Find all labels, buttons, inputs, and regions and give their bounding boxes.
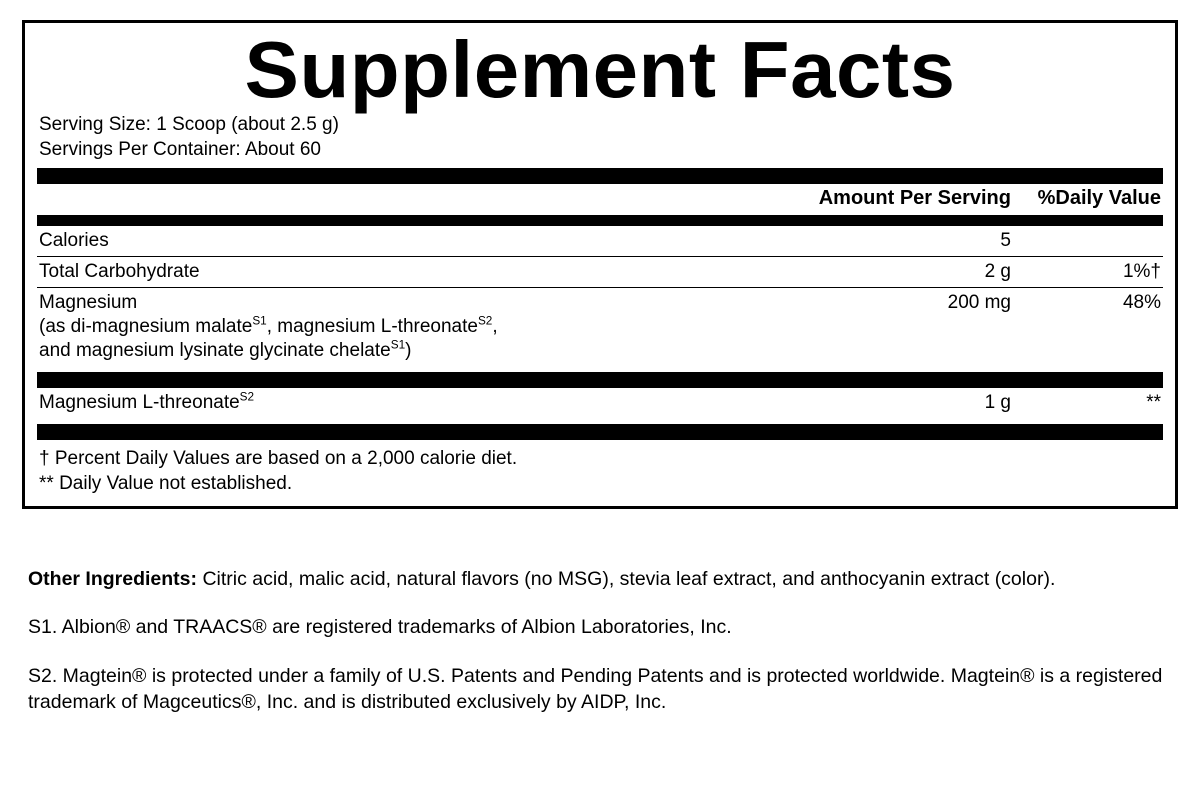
row-label	[39, 391, 801, 415]
row-amount: 5	[1000, 230, 1011, 252]
source-sup-s1: S1	[252, 314, 267, 328]
footnotes	[37, 440, 1163, 499]
trademark-note-s1: S1. Albion® and TRAACS® are registered trademarks of Albion Laboratories, Inc.	[28, 616, 732, 639]
divider-medium-1	[37, 215, 1163, 226]
row-label: Total Carbohydrate	[39, 260, 200, 282]
source-text-a: (as di-magnesium malate	[39, 315, 253, 337]
other-ingredients-text: Citric acid, malic acid, natural flavors (no MSG), stevia leaf extract, and anthocyanin extract (color).	[197, 568, 1056, 590]
source-sup-s2: S2	[477, 314, 493, 328]
magnesium-source-line-2	[39, 339, 801, 363]
source-text-e: )	[405, 339, 412, 361]
divider-thick-bottom	[37, 424, 1163, 440]
serving-info	[39, 113, 1163, 162]
row-daily-value: 48%	[1122, 291, 1161, 313]
header-daily-value: %Daily Value	[1037, 187, 1161, 210]
serving-size: Serving Size: 1 Scoop (about 2.5 g)	[39, 114, 339, 136]
row-label-text: Magnesium L-threonate	[39, 391, 240, 413]
source-text-c: ,	[492, 315, 498, 337]
source-text-d: and magnesium lysinate glycinate chelate	[39, 339, 391, 361]
panel-title: Supplement Facts	[244, 25, 956, 114]
divider-thick-top	[37, 168, 1163, 184]
footnote-dagger: † Percent Daily Values are based on a 2,000 calorie diet.	[39, 447, 518, 469]
magnesium-label-block	[39, 291, 801, 363]
source-text-b: , magnesium L-threonate	[266, 315, 478, 337]
row-daily-value: **	[1146, 391, 1161, 413]
divider-thick-mid	[37, 372, 1163, 388]
row-label: Magnesium	[39, 291, 138, 313]
footnote-double-asterisk: ** Daily Value not established.	[39, 472, 293, 494]
supplement-facts-panel	[22, 20, 1178, 509]
other-ingredients	[28, 566, 1178, 592]
header-amount-per-serving: Amount Per Serving	[818, 187, 1011, 210]
row-amount: 1 g	[984, 391, 1011, 413]
source-sup-s1-2: S1	[390, 338, 406, 352]
row-label-sup-s2: S2	[239, 390, 255, 404]
row-daily-value: 1%†	[1122, 260, 1161, 282]
row-label: Calories	[39, 230, 109, 252]
trademark-note-s2: S2. Magtein® is protected under a family of U.S. Patents and Pending Patents and is protected worldwide. Magtein® is a registered trademark of Magceutics®, Inc. and is distributed exclusively by AIDP, Inc.	[28, 664, 1163, 713]
below-panel-text	[28, 566, 1178, 735]
table-row-calories	[37, 226, 1163, 256]
table-row-total-carbohydrate	[37, 257, 1163, 287]
row-amount: 200 mg	[947, 291, 1011, 313]
servings-per-container: Servings Per Container: About 60	[39, 138, 322, 160]
table-row-magnesium-l-threonate	[37, 388, 1163, 418]
other-ingredients-label: Other Ingredients:	[28, 568, 198, 590]
row-amount: 2 g	[984, 260, 1011, 282]
table-header-row	[37, 184, 1163, 213]
magnesium-source-line-1	[39, 315, 801, 339]
table-row-magnesium	[37, 288, 1163, 366]
